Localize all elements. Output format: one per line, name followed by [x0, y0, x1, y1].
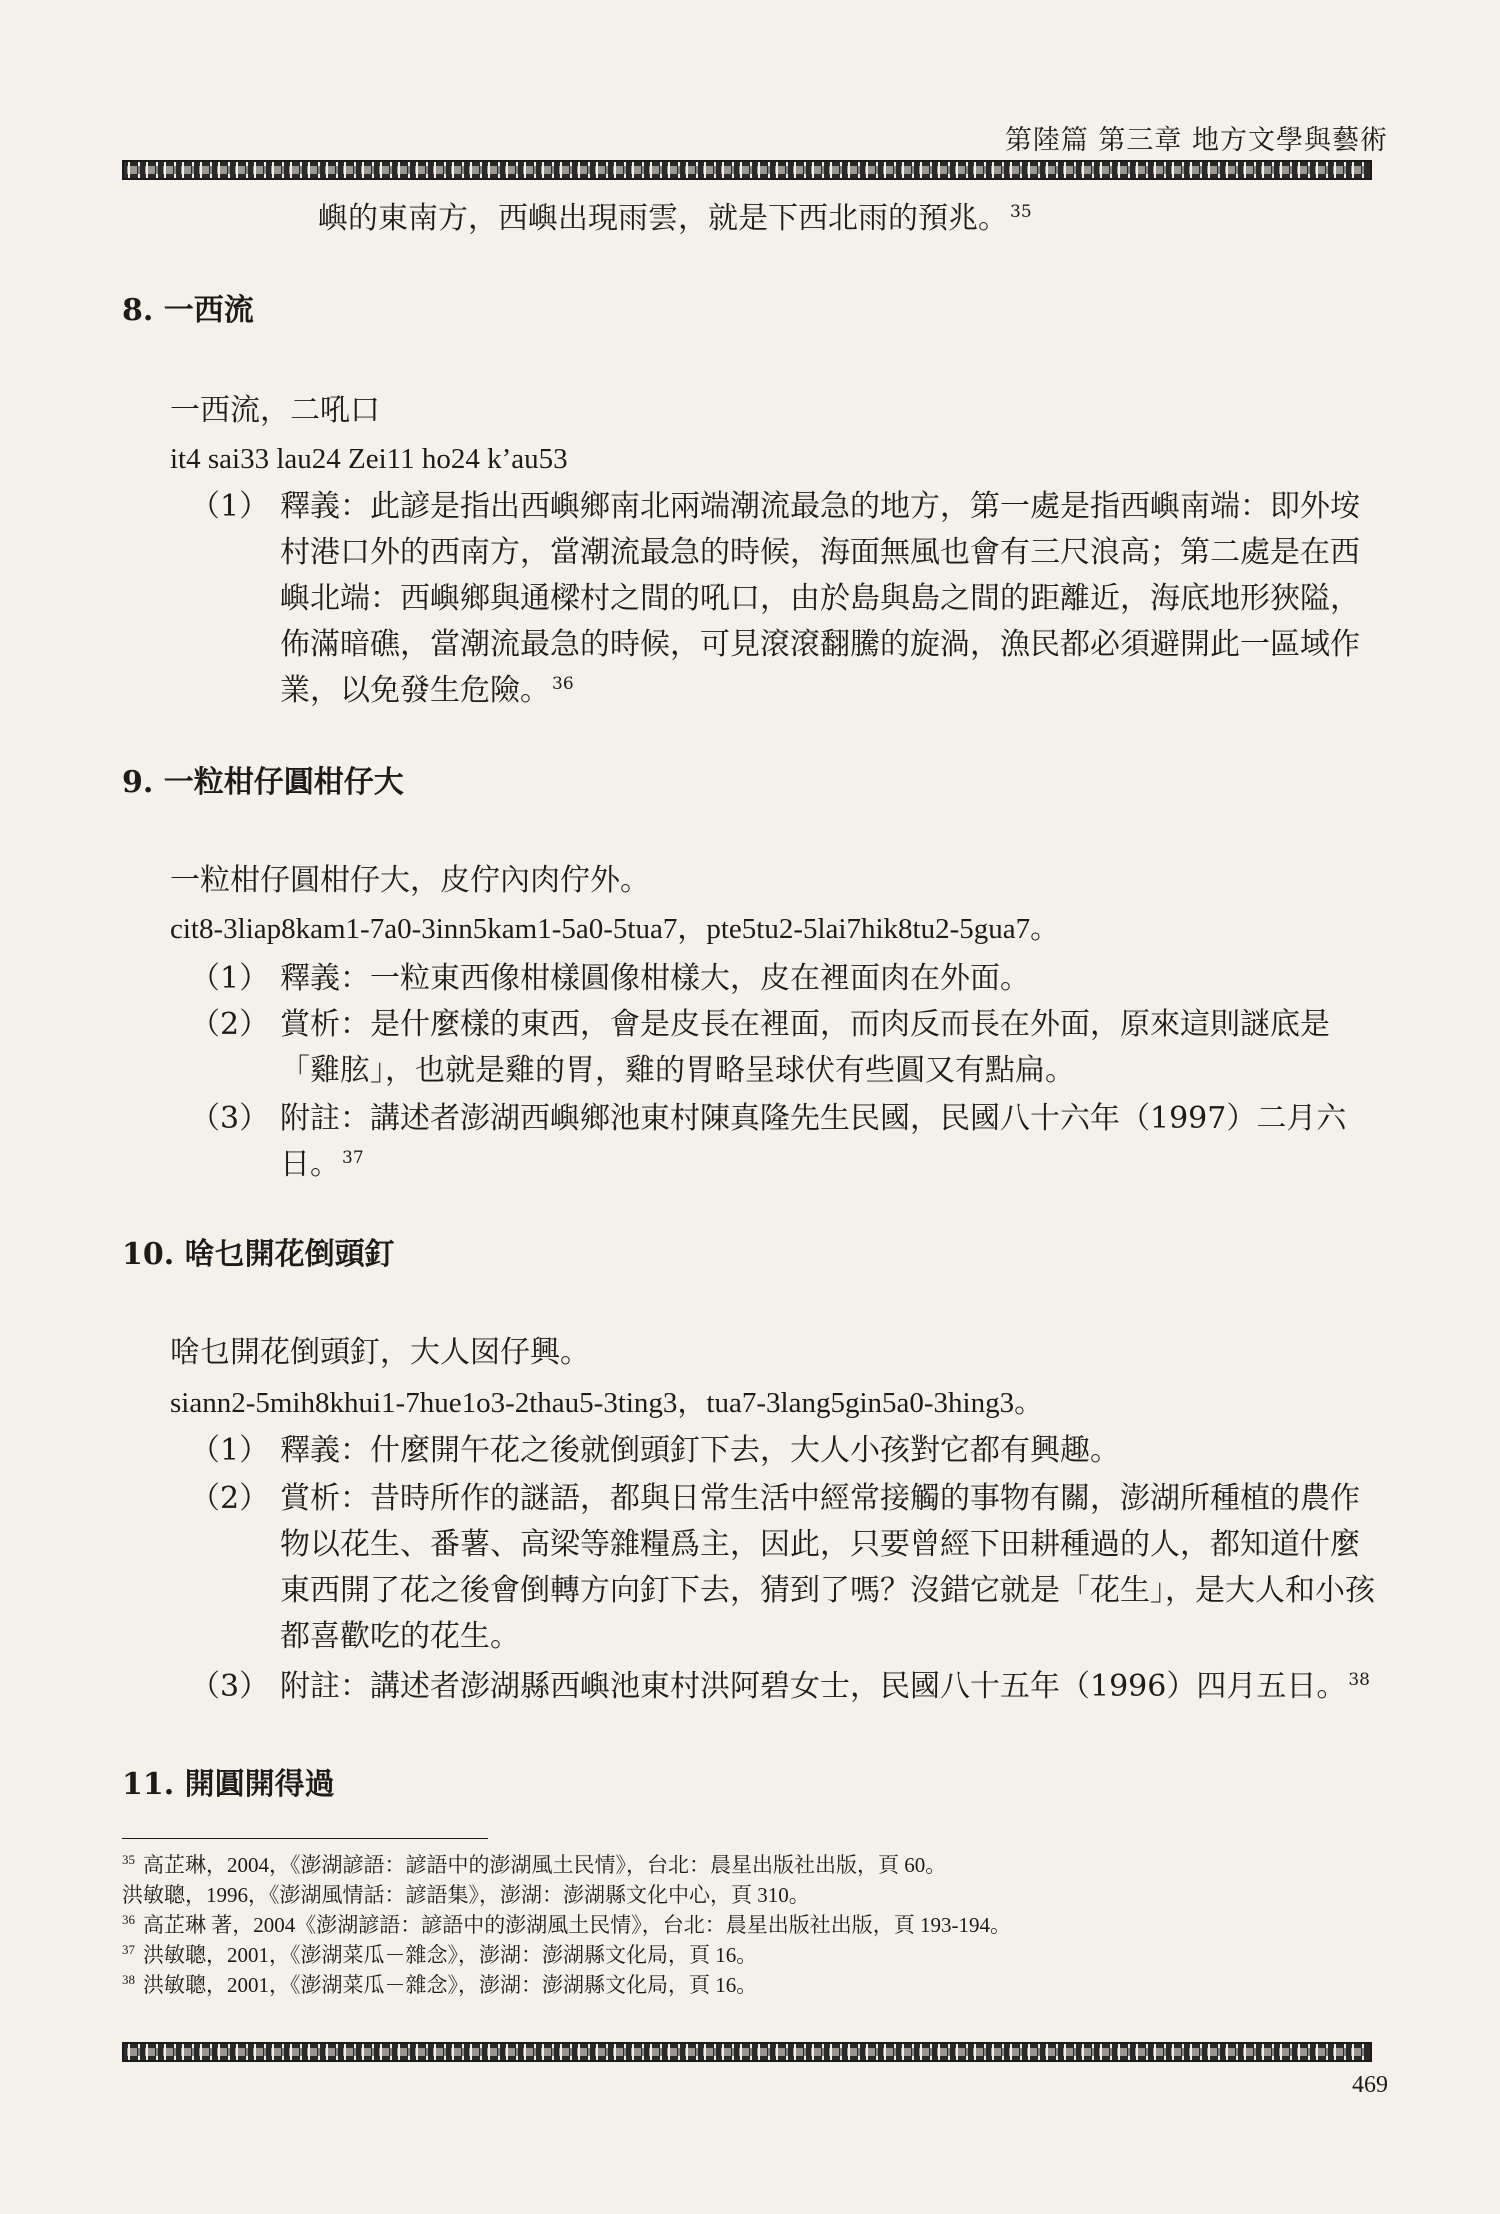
proverb-8: 一西流，二吼口: [170, 393, 380, 428]
footnote-text: 洪敏聰，1996，《澎湖風情話：諺語集》，澎湖：澎湖縣文化中心，頁 310。: [122, 1883, 810, 1907]
footnote-number: 35: [122, 1852, 135, 1867]
section-heading-10: 10. 啥乜開花倒頭釘: [122, 1237, 395, 1272]
item-text: 附註：講述者澎湖縣西嶼池東村洪阿碧女士，民國八十五年（1996）四月五日。: [280, 1669, 1347, 1704]
running-header: 第陸篇 第三章 地方文學與藝術: [1004, 125, 1388, 156]
item-number: （3）: [190, 1101, 270, 1136]
footnote-ref: 38: [1348, 1670, 1370, 1690]
footnote-ref: 35: [1010, 202, 1032, 222]
item-number: （2）: [190, 1007, 270, 1042]
section-heading-8: 8. 一西流: [122, 293, 254, 328]
footnote-text: 洪敏聰，2001，《澎湖菜瓜－雜念》，澎湖：澎湖縣文化局，頁 16。: [143, 1973, 758, 1997]
romanization-10: siann2-5mih8khui1-7hue1o3-2thau5-3ting3，tua7-3lang5gin5a0-3hing3。: [170, 1387, 1044, 1419]
proverb-10: 啥乜開花倒頭釘，大人囡仔興。: [170, 1335, 590, 1370]
romanization-8: it4 sai33 lau24 Zei11 ho24 k’au53: [170, 443, 568, 475]
footnote-ref: 36: [552, 674, 574, 694]
footnote-number: 37: [122, 1942, 135, 1957]
page-number: 469: [1352, 2072, 1388, 2098]
item-number: （1）: [190, 961, 270, 996]
item-text: 釋義：此諺是指出西嶼鄉南北兩端潮流最急的地方，第一處是指西嶼南端：即外垵村港口外的西南方，當潮流最急的時候，海面無風也會有三尺浪高；第二處是在西嶼北端：西嶼鄉與通樑村之間的吼口，由於島與島之間的距離近，海底地形狹隘，佈滿暗礁，當潮流最急的時候，可見滾滾翻騰的旋渦，漁民都必須避開此一區域作業，以免發生危險。: [280, 489, 1360, 708]
footnote-36: [122, 1910, 1011, 1940]
footnote-35: [122, 1850, 946, 1880]
proverb-9: 一粒柑仔圓柑仔大，皮佇內肉佇外。: [170, 863, 650, 898]
section-heading-11: 11. 開圓開得過: [122, 1767, 335, 1802]
romanization-9: cit8-3liap8kam1-7a0-3inn5kam1-5a0-5tua7，pte5tu2-5lai7hik8tu2-5gua7。: [170, 913, 1060, 945]
footnote-text: 洪敏聰，2001，《澎湖菜瓜－雜念》，澎湖：澎湖縣文化局，頁 16。: [143, 1943, 758, 1967]
footnote-text: 高芷琳，2004，《澎湖諺語：諺語中的澎湖風土民情》，台北：晨星出版社出版，頁 60。: [143, 1853, 947, 1877]
intro-line: [318, 196, 1032, 242]
item-text: 賞析：昔時所作的謎語，都與日常生活中經常接觸的事物有關，澎湖所種植的農作物以花生、番薯、高梁等雜糧爲主，因此，只要曾經下田耕種過的人，都知道什麼東西開了花之後會倒轉方向釘下去，猜到了嗎？沒錯它就是「花生」，是大人和小孩都喜歡吃的花生。: [280, 1481, 1375, 1654]
item-text: 釋義：一粒東西像柑樣圓像柑樣大，皮在裡面肉在外面。: [280, 961, 1030, 996]
footnote-38: [122, 1970, 757, 2000]
footnote-number: 38: [122, 1972, 135, 1987]
section-heading-9: 9. 一粒柑仔圓柑仔大: [122, 765, 404, 800]
item-text: 釋義：什麼開午花之後就倒頭釘下去，大人小孩對它都有興趣。: [280, 1433, 1120, 1468]
top-ornamental-border: [122, 160, 1372, 180]
footnote-divider: [122, 1838, 488, 1839]
footnote-37: [122, 1940, 757, 1970]
bottom-ornamental-border: [122, 2042, 1372, 2062]
item-number: （2）: [190, 1481, 270, 1516]
item-text: 賞析：是什麼樣的東西，會是皮長在裡面，而肉反而長在外面，原來這則謎底是「雞胘」，也就是雞的胃，雞的胃略呈球伏有些圓又有點扁。: [280, 1007, 1330, 1088]
footnote-number: 36: [122, 1912, 135, 1927]
footnote-35-continued: [122, 1880, 810, 1910]
footnote-ref: 37: [342, 1148, 364, 1168]
item-number: （1）: [190, 1433, 270, 1468]
item-number: （3）: [190, 1669, 270, 1704]
intro-text: 嶼的東南方，西嶼出現雨雲，就是下西北雨的預兆。: [318, 201, 1008, 236]
item-text: 附註：講述者澎湖西嶼鄉池東村陳真隆先生民國，民國八十六年（1997）二月六日。: [280, 1101, 1347, 1182]
footnote-text: 高芷琳 著，2004《澎湖諺語：諺語中的澎湖風土民情》，台北：晨星出版社出版，頁 193-194。: [143, 1913, 1011, 1937]
item-number: （1）: [190, 489, 270, 524]
